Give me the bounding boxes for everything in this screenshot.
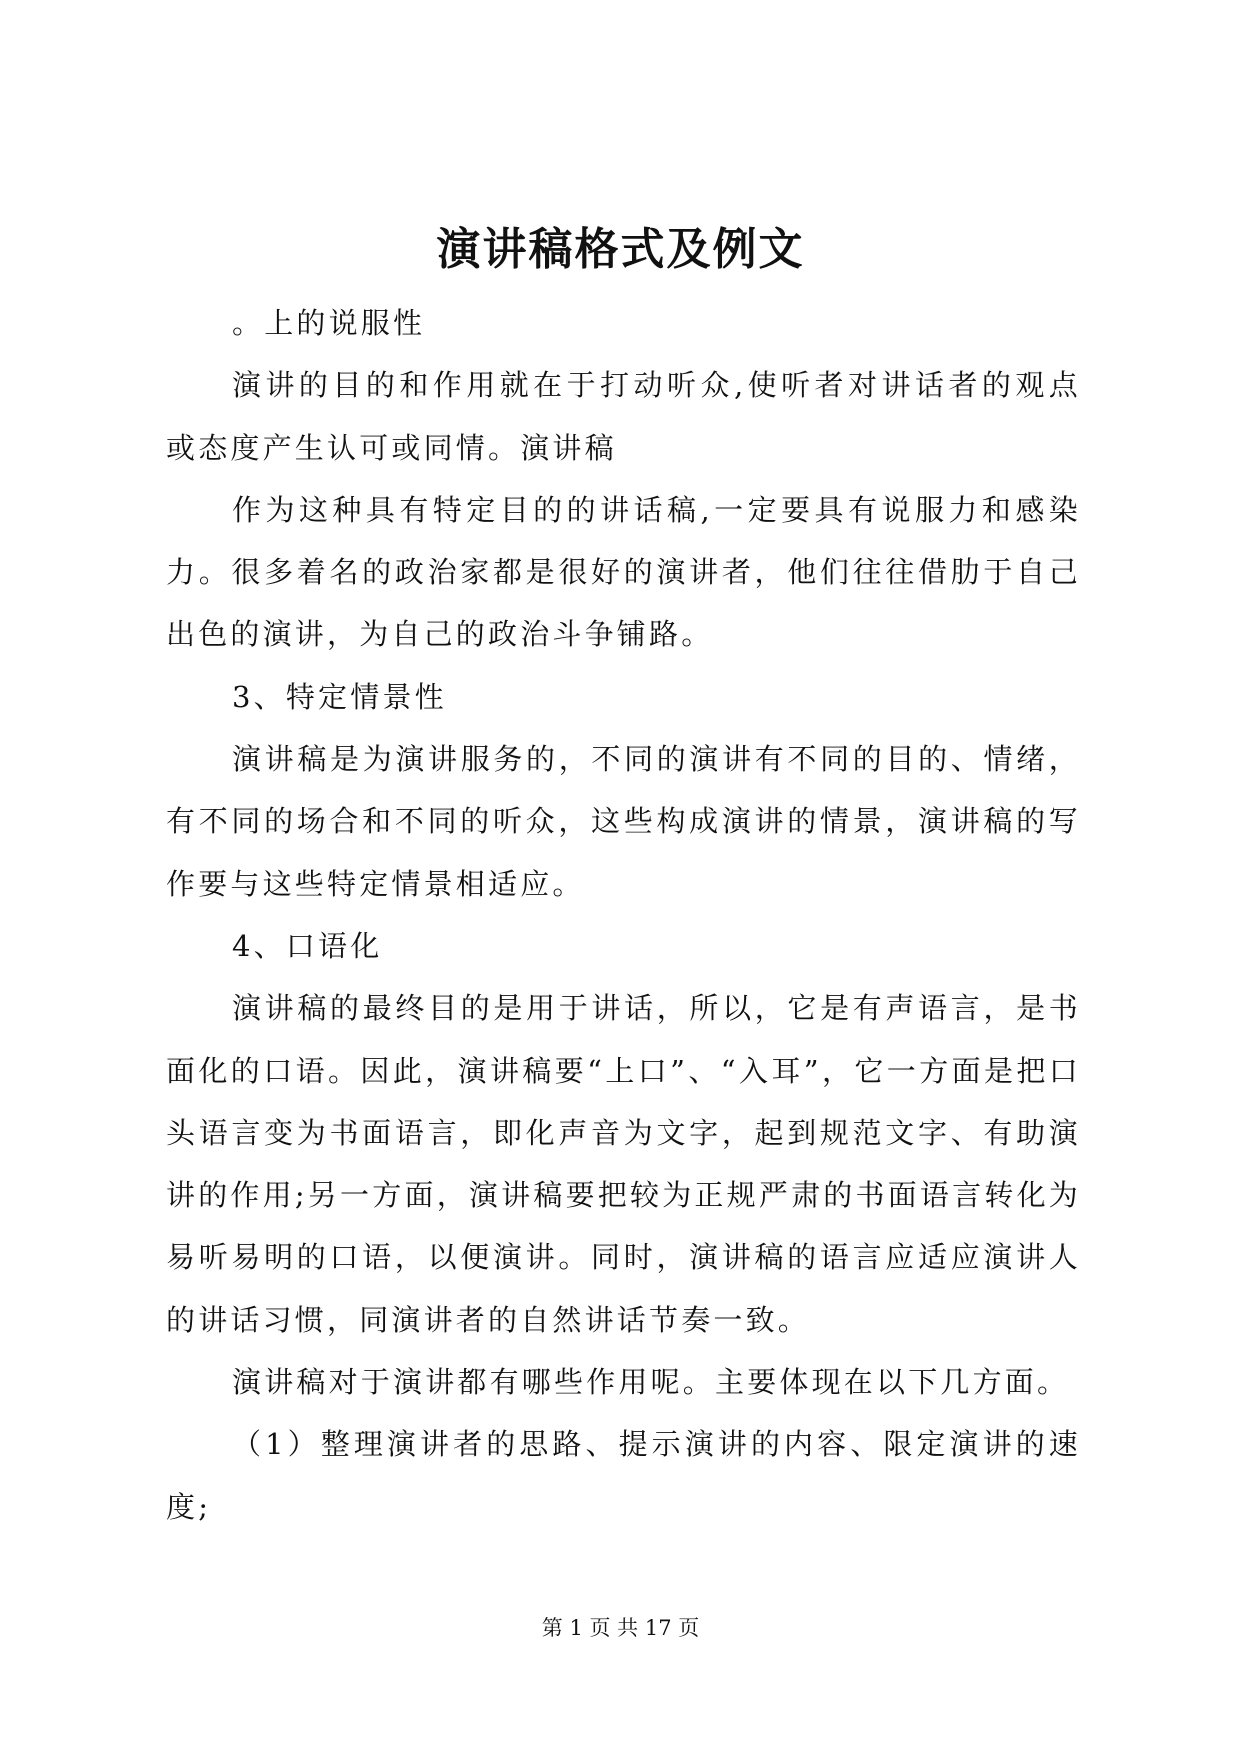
document-title: 演讲稿格式及例文 xyxy=(436,224,805,275)
document-body xyxy=(166,292,1081,1538)
paragraph: 演讲稿对于演讲都有哪些作用呢。主要体现在以下几方面。 xyxy=(232,1365,1070,1400)
paragraph: 演讲稿的最终目的是用于讲话，所以，它是有声语言，是书面化的口语。因此，演讲稿要“上口”、“入耳”，它一方面是把口头语言变为书面语言，即化声音为文字，起到规范文字、有助演讲的作用;另一方面，演讲稿要把较为正规严肃的书面语言转化为易听易明的口语，以便演讲。同时，演讲稿的语言应适应演讲人的讲话习惯，同演讲者的自然讲话节奏一致。 xyxy=(166,991,1081,1337)
page-number-footer: 第 1 页 共 17 页 xyxy=(541,1616,700,1640)
paragraph: 演讲的目的和作用就在于打动听众,使听者对讲话者的观点或态度产生认可或同情。演讲稿 xyxy=(166,368,1081,465)
paragraph: 演讲稿是为演讲服务的，不同的演讲有不同的目的、情绪，有不同的场合和不同的听众，这些构成演讲的情景，演讲稿的写作要与这些特定情景相适应。 xyxy=(166,742,1081,901)
paragraph: 作为这种具有特定目的的讲话稿,一定要具有说服力和感染力。很多着名的政治家都是很好的演讲者，他们往往借肋于自己出色的演讲，为自己的政治斗争铺路。 xyxy=(166,492,1081,652)
paragraph: 3、特定情景性 xyxy=(232,679,447,714)
paragraph: 4、口语化 xyxy=(232,928,383,963)
paragraph: 。上的说服性 xyxy=(232,306,426,340)
paragraph: （1）整理演讲者的思路、提示演讲的内容、限定演讲的速度; xyxy=(166,1427,1081,1524)
